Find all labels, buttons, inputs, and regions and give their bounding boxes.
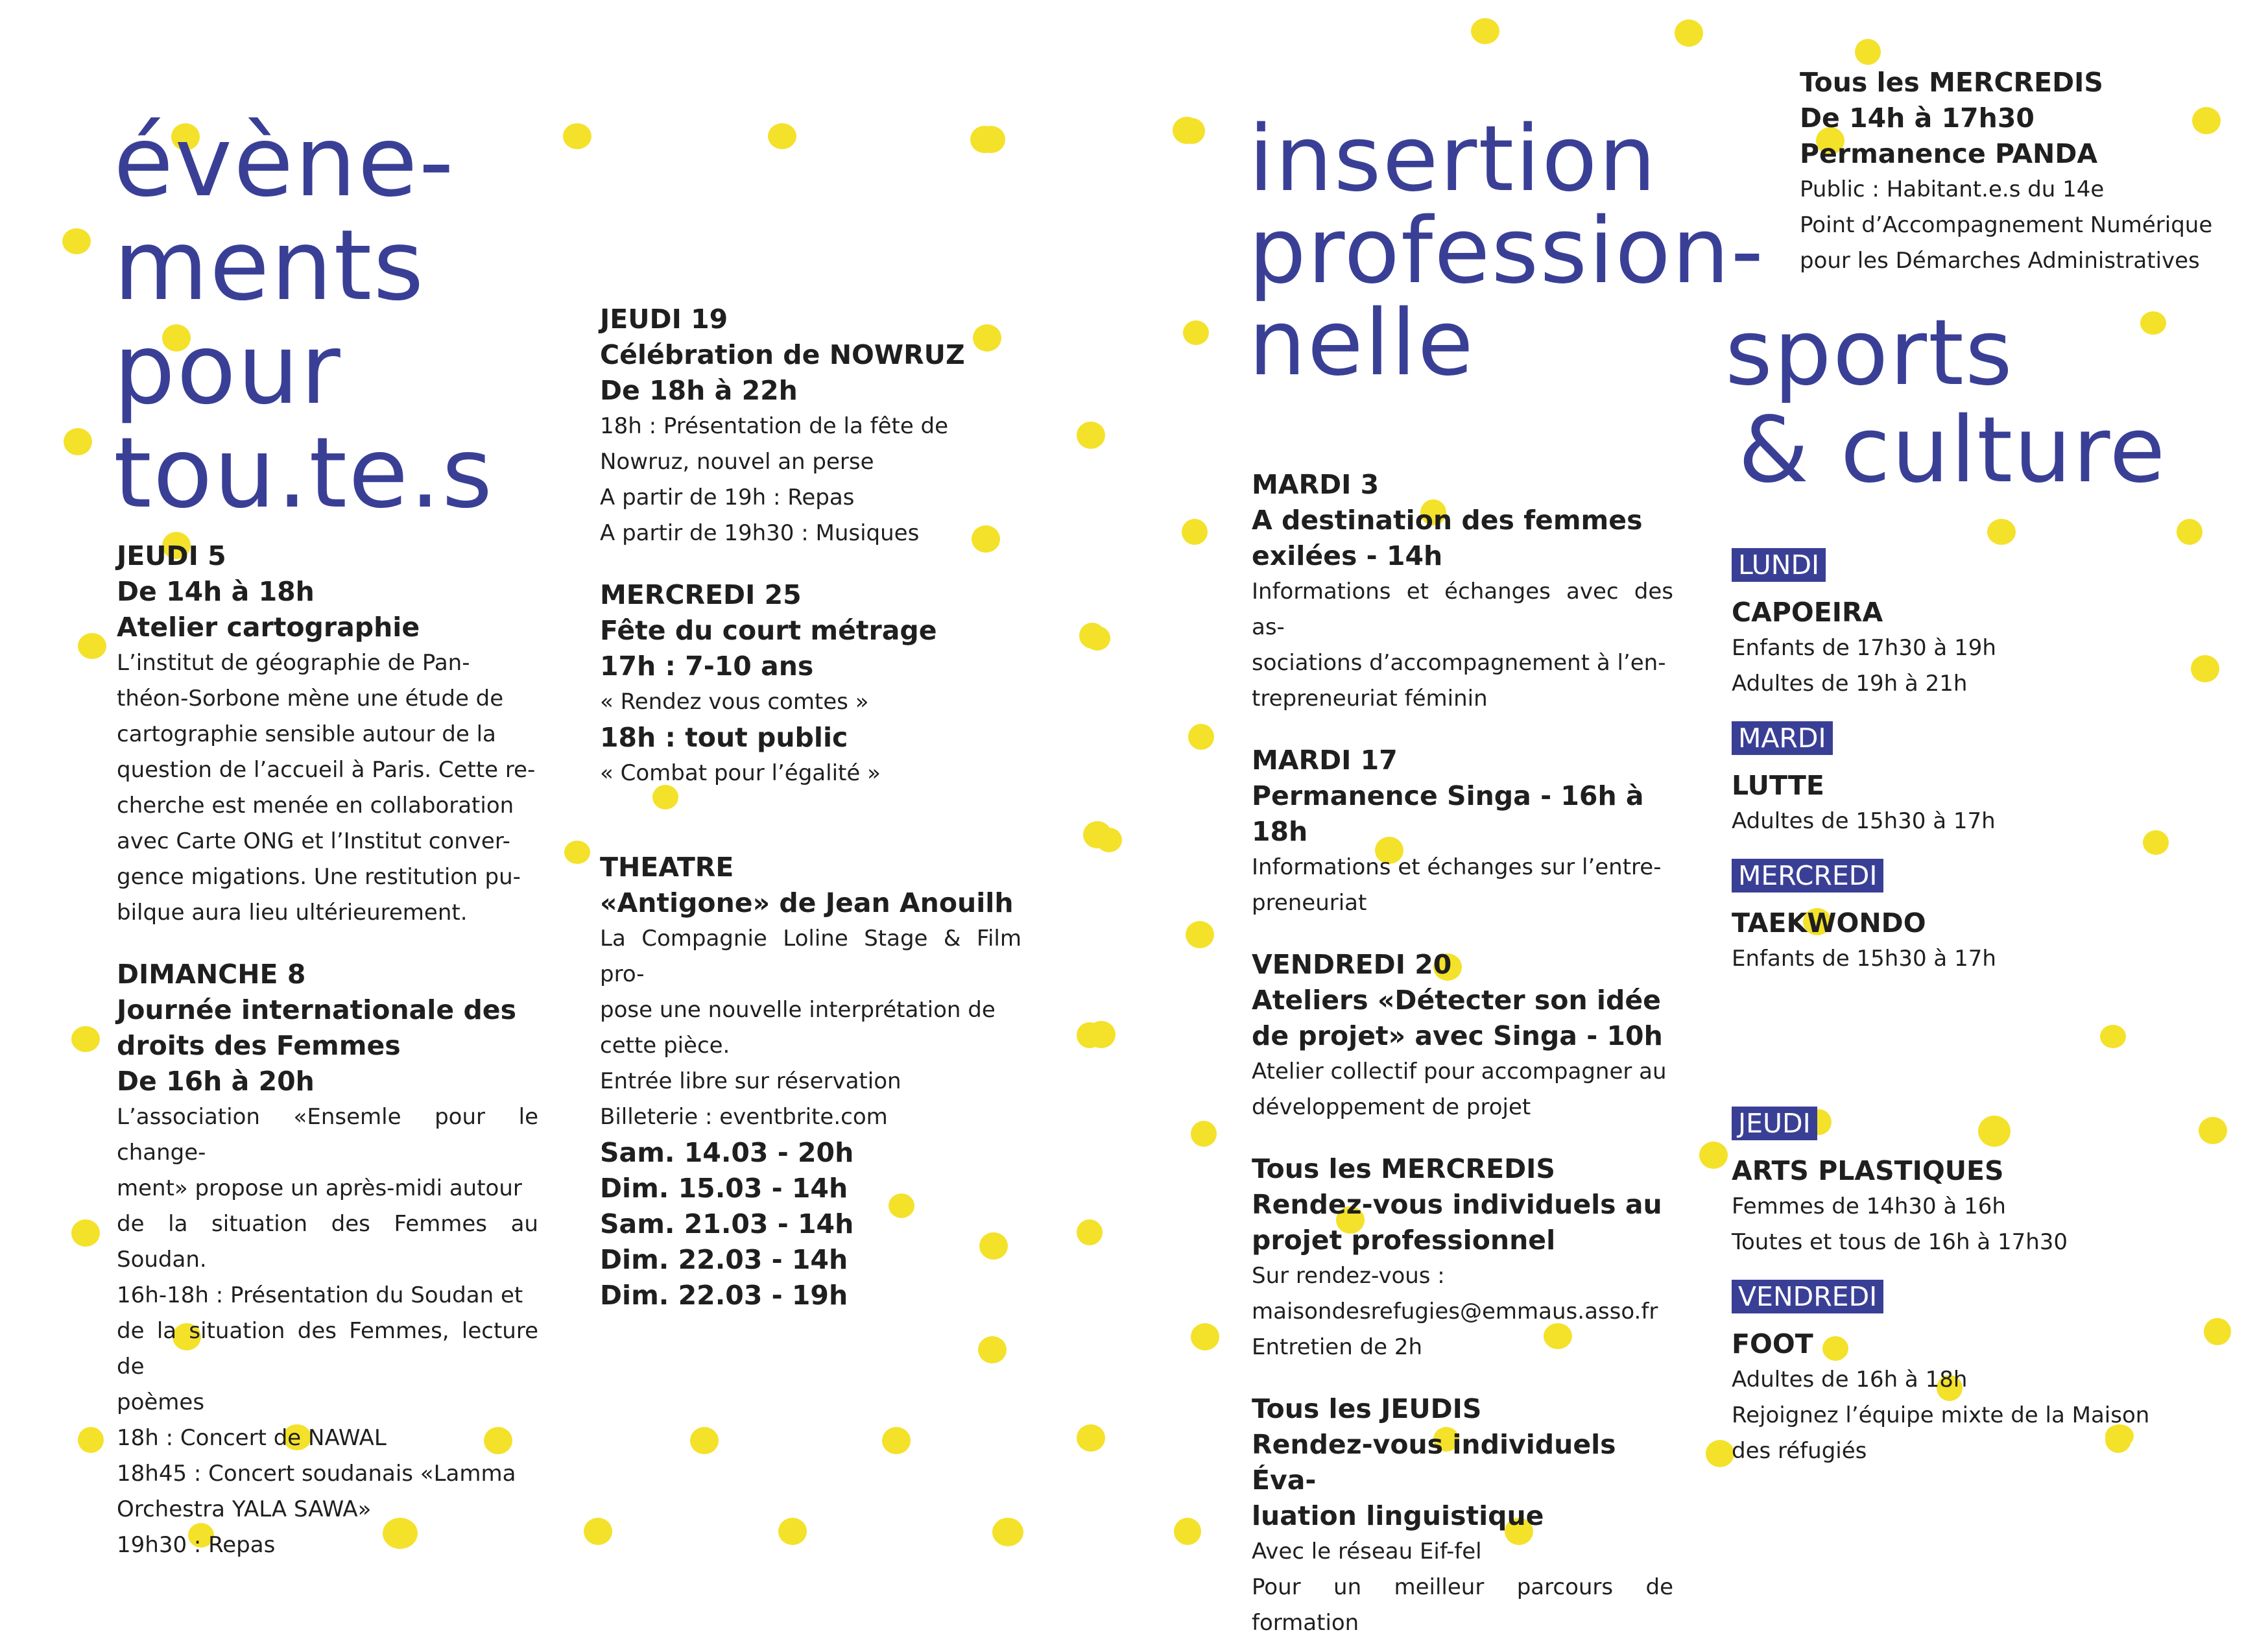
event-text: théon-Sorbone mène une étude de bbox=[117, 686, 504, 712]
event-heading: VENDREDI 20 bbox=[1252, 949, 1452, 980]
event-heading: De 14h à 18h bbox=[117, 576, 315, 607]
event-text: 18h : Présentation de la fête de bbox=[600, 413, 949, 439]
event-heading: Tous les MERCREDIS bbox=[1800, 67, 2103, 98]
event-date: Sam. 14.03 - 20h bbox=[600, 1137, 854, 1168]
title-line: tou.te.s bbox=[113, 417, 494, 530]
column-evenements-2 bbox=[600, 302, 1021, 1313]
event-heading: De 18h à 22h bbox=[600, 375, 798, 406]
event-text: 16h-18h : Présentation du Soudan et bbox=[117, 1282, 523, 1308]
event-mardi-17 bbox=[1252, 743, 1673, 921]
event-text: Entrée libre sur réservation bbox=[600, 1068, 901, 1094]
event-text: avec Carte ONG et l’Institut conver- bbox=[117, 828, 510, 854]
activity-name: TAEKWONDO bbox=[1732, 907, 1926, 939]
yellow-dot bbox=[1699, 1142, 1728, 1169]
yellow-dot bbox=[768, 123, 796, 149]
yellow-dot bbox=[2177, 519, 2202, 545]
event-heading: Permanence PANDA bbox=[1800, 138, 2098, 169]
activity-time: Adultes de 16h à 18h bbox=[1732, 1367, 1968, 1393]
title-line: profession- bbox=[1248, 198, 1765, 304]
day-badge: VENDREDI bbox=[1732, 1280, 1883, 1313]
yellow-dot bbox=[64, 428, 92, 455]
title-evenements bbox=[113, 106, 494, 530]
event-heading: JEUDI 19 bbox=[600, 304, 728, 335]
event-heading: Tous les MERCREDIS bbox=[1252, 1153, 1555, 1184]
yellow-dot bbox=[1191, 1323, 1219, 1350]
event-text: L’institut de géographie de Pan- bbox=[117, 650, 470, 676]
event-heading: De 16h à 20h bbox=[117, 1066, 315, 1097]
yellow-dot bbox=[1675, 19, 1703, 47]
title-sports-culture bbox=[1725, 300, 2167, 503]
event-text: gence migations. Une restitution pu- bbox=[117, 864, 521, 890]
yellow-dot bbox=[1191, 1121, 1217, 1147]
event-vendredi-20 bbox=[1252, 947, 1673, 1125]
yellow-dot bbox=[62, 228, 91, 254]
day-badge: LUNDI bbox=[1732, 548, 1826, 582]
title-insertion bbox=[1248, 106, 1765, 396]
event-text: preneuriat bbox=[1252, 890, 1367, 916]
event-text: Atelier collectif pour accompagner au bbox=[1252, 1059, 1667, 1084]
event-text: « Rendez vous comtes » bbox=[600, 689, 869, 715]
event-heading: THEATRE bbox=[600, 852, 734, 883]
event-text: poèmes bbox=[117, 1389, 205, 1415]
activity-name: LUTTE bbox=[1732, 770, 1824, 801]
yellow-dot bbox=[78, 1427, 104, 1453]
yellow-dot bbox=[1188, 724, 1214, 750]
event-heading: Journée internationale des bbox=[117, 994, 517, 1025]
event-heading: «Antigone» de Jean Anouilh bbox=[600, 887, 1014, 918]
event-heading: 17h : 7-10 ans bbox=[600, 651, 814, 682]
event-text: cherche est menée en collaboration bbox=[117, 793, 514, 819]
event-heading: 18h : tout public bbox=[600, 722, 848, 753]
event-text: pose une nouvelle interprétation de bbox=[600, 997, 996, 1023]
event-jeudi-5 bbox=[117, 538, 538, 931]
yellow-dot bbox=[1855, 39, 1881, 65]
event-heading: MARDI 3 bbox=[1252, 469, 1379, 500]
day-jeudi bbox=[1732, 1107, 2225, 1260]
event-heading: Ateliers «Détecter son idée bbox=[1252, 985, 1661, 1016]
day-mardi bbox=[1732, 721, 2225, 839]
event-heading: Rendez-vous individuels au bbox=[1252, 1189, 1662, 1220]
event-text: cette pièce. bbox=[600, 1033, 730, 1059]
event-heading: Rendez-vous individuels Éva- bbox=[1252, 1429, 1616, 1496]
event-date: Dim. 22.03 - 19h bbox=[600, 1280, 848, 1311]
event-text: Nowruz, nouvel an perse bbox=[600, 449, 874, 475]
event-text: cartographie sensible autour de la bbox=[117, 721, 496, 747]
event-date: Dim. 22.03 - 14h bbox=[600, 1244, 848, 1275]
activity-name: ARTS PLASTIQUES bbox=[1732, 1155, 2004, 1186]
activity-time: Enfants de 17h30 à 19h bbox=[1732, 635, 1996, 661]
column-panda bbox=[1800, 65, 2228, 279]
activity-time: Rejoignez l’équipe mixte de la Maison bbox=[1732, 1402, 2150, 1428]
event-text: La Compagnie Loline Stage & Film pro- bbox=[600, 926, 1021, 987]
event-text: 18h45 : Concert soudanais «Lamma bbox=[117, 1461, 516, 1487]
event-heading: Atelier cartographie bbox=[117, 612, 420, 643]
yellow-dot bbox=[1706, 1440, 1734, 1467]
yellow-dot bbox=[882, 1427, 911, 1454]
yellow-dot bbox=[563, 123, 591, 149]
yellow-dot bbox=[1987, 519, 2016, 545]
event-text: Informations et échanges sur l’entre- bbox=[1252, 854, 1662, 880]
event-text: de la situation des Femmes, lecture de bbox=[117, 1318, 538, 1380]
event-heading: Tous les JEUDIS bbox=[1252, 1393, 1482, 1424]
column-evenements bbox=[117, 538, 538, 1563]
event-text: question de l’accueil à Paris. Cette re- bbox=[117, 757, 536, 783]
yellow-dot bbox=[564, 841, 590, 864]
yellow-dot bbox=[1471, 18, 1499, 44]
event-heading: MERCREDI 25 bbox=[600, 579, 802, 610]
event-text: L’association «Ensemle pour le change- bbox=[117, 1104, 538, 1166]
activity-time: Toutes et tous de 16h à 17h30 bbox=[1732, 1229, 2068, 1255]
yellow-dot bbox=[1077, 1424, 1105, 1452]
event-heading: De 14h à 17h30 bbox=[1800, 102, 2035, 134]
activity-time: des réfugiés bbox=[1732, 1438, 1867, 1464]
activity-name: FOOT bbox=[1732, 1328, 1813, 1360]
event-text: 18h : Concert de NAWAL bbox=[117, 1425, 387, 1451]
event-dimanche-8 bbox=[117, 957, 538, 1563]
title-line: ments bbox=[113, 210, 425, 322]
activity-time: Enfants de 15h30 à 17h bbox=[1732, 946, 1996, 972]
event-heading: JEUDI 5 bbox=[117, 540, 226, 571]
yellow-dot bbox=[1179, 118, 1205, 144]
yellow-dot bbox=[1084, 626, 1110, 651]
event-text: Billeterie : eventbrite.com bbox=[600, 1104, 888, 1130]
title-line: & culture bbox=[1738, 398, 2167, 503]
event-email: maisondesrefugies@emmaus.asso.fr bbox=[1252, 1299, 1658, 1324]
event-heading: A destination des femmes bbox=[1252, 505, 1643, 536]
yellow-dot bbox=[978, 1336, 1007, 1363]
event-text: Orchestra YALA SAWA» bbox=[117, 1496, 372, 1522]
event-text: de la situation des Femmes au Soudan. bbox=[117, 1211, 538, 1273]
event-text: ment» propose un après-midi autour bbox=[117, 1175, 522, 1201]
event-text: Informations et échanges avec des as- bbox=[1252, 579, 1673, 640]
yellow-dot bbox=[78, 633, 106, 659]
event-text: pour les Démarches Administratives bbox=[1800, 248, 2200, 274]
yellow-dot bbox=[1096, 828, 1122, 852]
yellow-dot bbox=[71, 1219, 100, 1247]
event-heading: luation linguistique bbox=[1252, 1500, 1544, 1531]
day-badge: MARDI bbox=[1732, 721, 1833, 755]
event-heading: de projet» avec Singa - 10h bbox=[1252, 1020, 1663, 1051]
activity-name: CAPOEIRA bbox=[1732, 597, 1883, 628]
yellow-dot bbox=[778, 1518, 807, 1545]
event-heading: exilées - 14h bbox=[1252, 540, 1443, 571]
event-text: sociations d’accompagnement à l’en- bbox=[1252, 650, 1666, 676]
event-date: Sam. 21.03 - 14h bbox=[600, 1208, 854, 1240]
event-heading: Permanence Singa - 16h à 18h bbox=[1252, 780, 1644, 847]
day-vendredi bbox=[1732, 1280, 2225, 1469]
event-text: Public : Habitant.e.s du 14e bbox=[1800, 176, 2105, 202]
day-lundi bbox=[1732, 548, 2225, 702]
activity-time: Adultes de 15h30 à 17h bbox=[1732, 808, 1996, 834]
yellow-dot bbox=[584, 1518, 612, 1545]
event-mercredi-25 bbox=[600, 577, 1021, 791]
event-heading: MARDI 17 bbox=[1252, 745, 1398, 776]
event-tous-les-mercredis bbox=[1252, 1151, 1673, 1365]
event-heading: Célébration de NOWRUZ bbox=[600, 339, 965, 370]
title-line: pour bbox=[113, 313, 342, 426]
day-badge: JEUDI bbox=[1732, 1107, 1817, 1140]
event-tous-les-jeudis bbox=[1252, 1391, 1673, 1641]
event-jeudi-19 bbox=[600, 302, 1021, 551]
event-text: Entretien de 2h bbox=[1252, 1334, 1423, 1360]
event-text: bilque aura lieu ultérieurement. bbox=[117, 900, 468, 926]
title-line: insertion bbox=[1248, 106, 1658, 212]
event-heading: DIMANCHE 8 bbox=[117, 959, 306, 990]
event-text: « Combat pour l’égalité » bbox=[600, 760, 881, 786]
day-mercredi bbox=[1732, 859, 2225, 977]
activity-time: Femmes de 14h30 à 16h bbox=[1732, 1193, 2006, 1219]
day-badge: MERCREDI bbox=[1732, 859, 1883, 892]
event-text: Sur rendez-vous : bbox=[1252, 1263, 1445, 1289]
activity-time: Adultes de 19h à 21h bbox=[1732, 671, 1968, 697]
event-text: Avec le réseau Eif-fel bbox=[1252, 1539, 1482, 1564]
yellow-dot bbox=[1174, 1518, 1201, 1545]
event-heading: projet professionnel bbox=[1252, 1225, 1556, 1256]
column-insertion bbox=[1252, 467, 1673, 1641]
yellow-dot bbox=[1182, 519, 1208, 545]
yellow-dot bbox=[1077, 422, 1105, 449]
yellow-dot bbox=[690, 1427, 719, 1454]
event-text: trepreneuriat féminin bbox=[1252, 686, 1488, 712]
yellow-dot bbox=[1087, 1021, 1116, 1048]
event-theatre bbox=[600, 850, 1021, 1313]
event-text: A partir de 19h30 : Musiques bbox=[600, 520, 920, 546]
event-text: Point d’Accompagnement Numérique bbox=[1800, 212, 2213, 238]
event-text: développement de projet bbox=[1252, 1094, 1531, 1120]
event-date: Dim. 15.03 - 14h bbox=[600, 1173, 848, 1204]
title-line: sports bbox=[1725, 300, 2014, 406]
title-line: nelle bbox=[1248, 291, 1475, 396]
column-sports bbox=[1732, 548, 2225, 1469]
yellow-dot bbox=[1186, 921, 1214, 948]
title-line: évène- bbox=[113, 106, 455, 219]
event-text: A partir de 19h : Repas bbox=[600, 485, 855, 510]
event-text: Pour un meilleur parcours de formation bbox=[1252, 1574, 1673, 1636]
event-text: 19h30 : Repas bbox=[117, 1532, 276, 1558]
event-permanence-panda bbox=[1800, 65, 2228, 279]
yellow-dot bbox=[970, 126, 999, 153]
event-mardi-3 bbox=[1252, 467, 1673, 717]
event-heading: Fête du court métrage bbox=[600, 615, 937, 646]
yellow-dot bbox=[71, 1026, 100, 1052]
event-heading: droits des Femmes bbox=[117, 1030, 401, 1061]
yellow-dot bbox=[992, 1518, 1023, 1546]
yellow-dot bbox=[1183, 320, 1209, 345]
yellow-dot bbox=[1077, 1219, 1103, 1245]
